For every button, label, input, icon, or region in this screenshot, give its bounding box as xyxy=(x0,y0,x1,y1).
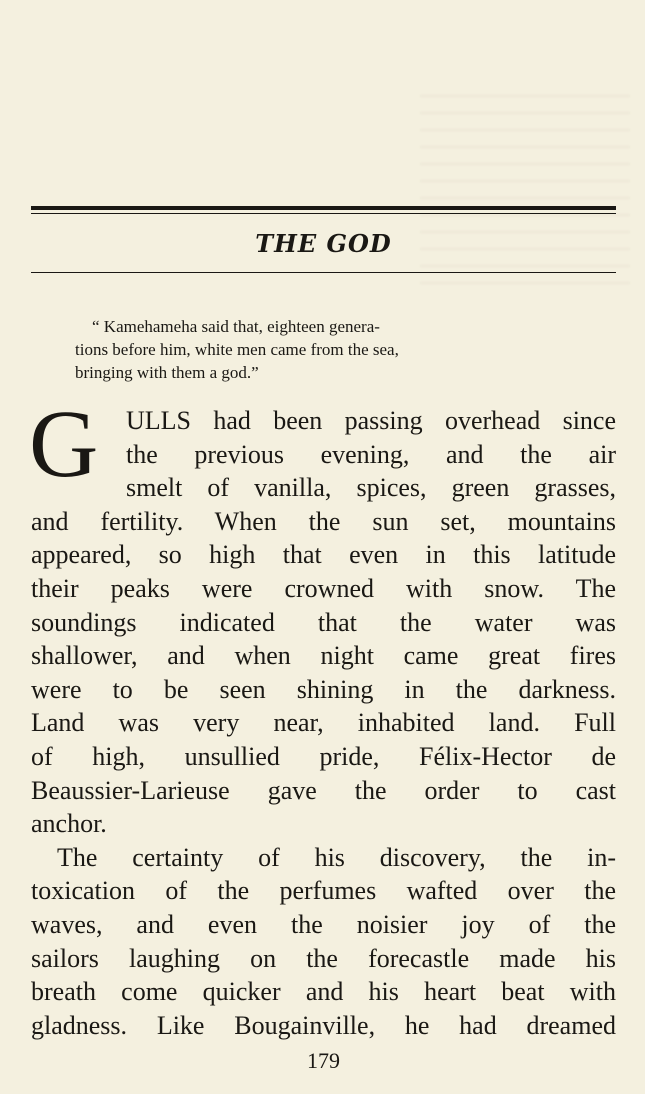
body-line: their peaks were crowned with snow. The xyxy=(31,573,616,603)
body-line: soundings indicated that the water was xyxy=(31,607,616,637)
epigraph xyxy=(75,315,595,384)
chapter-title: THE GOD xyxy=(255,229,392,258)
body-text xyxy=(29,390,616,1042)
top-rule-thick xyxy=(31,206,616,210)
epigraph-line: “ Kamehameha said that, eighteen genera- xyxy=(92,317,380,336)
body-line: the previous evening, and the air xyxy=(126,439,616,469)
body-line: appeared, so high that even in this latitude xyxy=(31,540,616,570)
top-rule-thin xyxy=(31,213,616,214)
body-line: The certainty of his discovery, the in- xyxy=(57,842,616,872)
body-line: smelt of vanilla, spices, green grasses, xyxy=(126,473,616,503)
title-underline-rule xyxy=(31,272,616,273)
epigraph-line: tions before him, white men came from the sea, xyxy=(75,340,399,359)
body-line: were to be seen shining in the darkness. xyxy=(31,674,616,704)
body-line: waves, and even the noisier joy of the xyxy=(31,909,616,939)
body-line: shallower, and when night came great fires xyxy=(31,641,616,671)
body-line: anchor. xyxy=(31,809,107,839)
body-line: ULLS had been passing overhead since xyxy=(126,406,616,435)
body-line: gladness. Like Bougainville, he had dreamed xyxy=(31,1010,616,1040)
epigraph-line: bringing with them a god.” xyxy=(75,363,259,382)
body-line: of high, unsullied pride, Félix-Hector de xyxy=(31,741,616,771)
body-line: and fertility. When the sun set, mountains xyxy=(31,506,616,536)
page-number: 179 xyxy=(307,1048,340,1073)
drop-cap: G xyxy=(29,390,99,497)
body-line: Land was very near, inhabited land. Full xyxy=(31,708,616,738)
body-line: Beaussier-Larieuse gave the order to cast xyxy=(31,775,616,805)
body-line: sailors laughing on the forecastle made his xyxy=(31,943,616,973)
body-line: breath come quicker and his heart beat with xyxy=(31,977,616,1007)
body-line: toxication of the perfumes wafted over the xyxy=(31,876,616,906)
